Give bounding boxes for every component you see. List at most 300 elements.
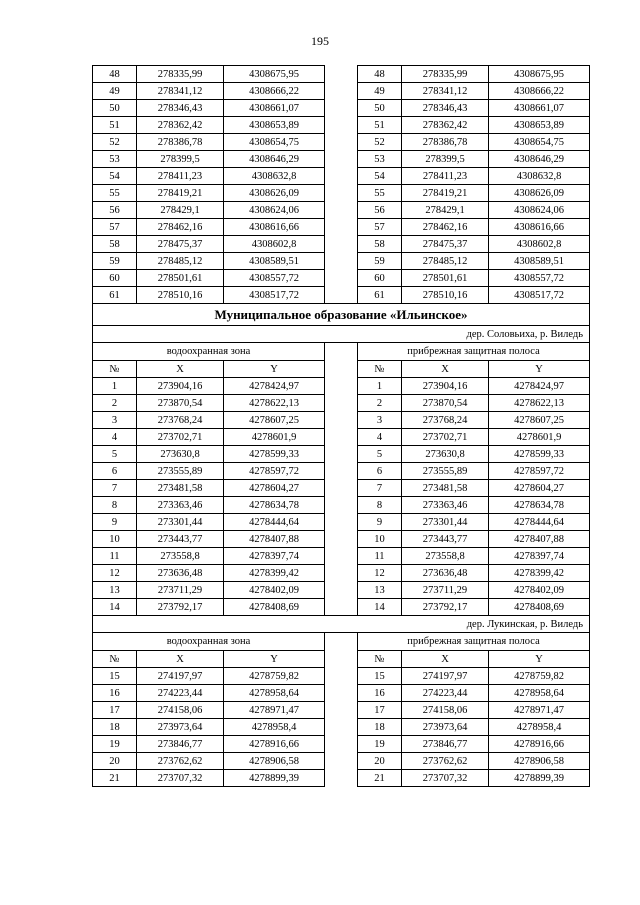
zone-header-row (93, 343, 590, 361)
coastal-strip-x-coordinate: 273443,77 (402, 531, 489, 548)
coordinates-table (92, 65, 590, 787)
column-gap (325, 395, 358, 412)
coastal-strip-y-coordinate: 4308557,72 (489, 270, 590, 287)
table-row (93, 66, 590, 83)
water-zone-y-coordinate: 4278597,72 (224, 463, 325, 480)
table-row (93, 702, 590, 719)
water-zone-point-number: 60 (93, 270, 137, 287)
water-zone-x-coordinate: 273846,77 (137, 736, 224, 753)
water-zone-point-number: 10 (93, 531, 137, 548)
coastal-strip-point-number: 13 (358, 582, 402, 599)
table-row (93, 599, 590, 616)
column-gap (325, 770, 358, 787)
table-row (93, 185, 590, 202)
water-zone-point-number: 54 (93, 168, 137, 185)
coastal-strip-y-coordinate: 4308654,75 (489, 134, 590, 151)
water-zone-x-coordinate: 273707,32 (137, 770, 224, 787)
water-zone-point-number: 8 (93, 497, 137, 514)
coastal-strip-y-coordinate: 4308624,06 (489, 202, 590, 219)
column-gap (325, 599, 358, 616)
coastal-strip-y-coordinate: 4278759,82 (489, 668, 590, 685)
section-title-row (93, 304, 590, 326)
column-gap (325, 253, 358, 270)
water-zone-point-number: 20 (93, 753, 137, 770)
water-zone-y-coordinate: 4278599,33 (224, 446, 325, 463)
water-zone-point-number: 50 (93, 100, 137, 117)
water-zone-x-coordinate: 273702,71 (137, 429, 224, 446)
water-zone-x-coordinate: 273481,58 (137, 480, 224, 497)
coastal-strip-point-number: 51 (358, 117, 402, 134)
column-gap (325, 753, 358, 770)
column-gap (325, 185, 358, 202)
column-gap (325, 270, 358, 287)
number-header: № (358, 361, 402, 378)
table-row (93, 446, 590, 463)
water-protection-zone-label: водоохранная зона (93, 343, 325, 361)
coastal-strip-y-coordinate: 4278444,64 (489, 514, 590, 531)
column-gap (325, 480, 358, 497)
table-row (93, 514, 590, 531)
water-zone-x-coordinate: 273792,17 (137, 599, 224, 616)
water-zone-x-coordinate: 278429,1 (137, 202, 224, 219)
coastal-strip-point-number: 12 (358, 565, 402, 582)
coastal-strip-x-coordinate: 273702,71 (402, 429, 489, 446)
water-zone-y-coordinate: 4278971,47 (224, 702, 325, 719)
coastal-strip-point-number: 5 (358, 446, 402, 463)
table-row (93, 736, 590, 753)
column-header-row (93, 361, 590, 378)
table-row (93, 202, 590, 219)
coastal-strip-point-number: 50 (358, 100, 402, 117)
coastal-strip-y-coordinate: 4308616,66 (489, 219, 590, 236)
coastal-strip-x-coordinate: 273630,8 (402, 446, 489, 463)
column-gap (325, 633, 358, 651)
water-zone-y-coordinate: 4278607,25 (224, 412, 325, 429)
water-zone-y-coordinate: 4278906,58 (224, 753, 325, 770)
table-row (93, 100, 590, 117)
coastal-strip-point-number: 18 (358, 719, 402, 736)
table-row (93, 168, 590, 185)
water-zone-point-number: 15 (93, 668, 137, 685)
coastal-strip-y-coordinate: 4278634,78 (489, 497, 590, 514)
column-gap (325, 548, 358, 565)
table-row (93, 412, 590, 429)
water-zone-x-coordinate: 273973,64 (137, 719, 224, 736)
water-zone-x-coordinate: 278485,12 (137, 253, 224, 270)
water-zone-x-coordinate: 274197,97 (137, 668, 224, 685)
coastal-strip-y-coordinate: 4278407,88 (489, 531, 590, 548)
y-header: Y (224, 651, 325, 668)
column-gap (325, 378, 358, 395)
water-zone-point-number: 61 (93, 287, 137, 304)
coastal-strip-x-coordinate: 278501,61 (402, 270, 489, 287)
coastal-strip-point-number: 52 (358, 134, 402, 151)
water-zone-x-coordinate: 278335,99 (137, 66, 224, 83)
coastal-strip-y-coordinate: 4278916,66 (489, 736, 590, 753)
water-zone-x-coordinate: 274223,44 (137, 685, 224, 702)
column-gap (325, 287, 358, 304)
settlement-title: дер. Лукинская, р. Виледь (93, 616, 590, 633)
water-zone-x-coordinate: 278346,43 (137, 100, 224, 117)
coastal-strip-x-coordinate: 273301,44 (402, 514, 489, 531)
coastal-strip-y-coordinate: 4278604,27 (489, 480, 590, 497)
water-zone-y-coordinate: 4308626,09 (224, 185, 325, 202)
coastal-strip-point-number: 11 (358, 548, 402, 565)
coastal-strip-y-coordinate: 4278601,9 (489, 429, 590, 446)
coastal-strip-point-number: 56 (358, 202, 402, 219)
coastal-strip-y-coordinate: 4308666,22 (489, 83, 590, 100)
column-gap (325, 668, 358, 685)
column-gap (325, 565, 358, 582)
coastal-strip-point-number: 57 (358, 219, 402, 236)
table-row (93, 770, 590, 787)
coastal-strip-x-coordinate: 274223,44 (402, 685, 489, 702)
water-zone-y-coordinate: 4308602,8 (224, 236, 325, 253)
table-row (93, 497, 590, 514)
coastal-strip-x-coordinate: 278419,21 (402, 185, 489, 202)
water-zone-x-coordinate: 273904,16 (137, 378, 224, 395)
coastal-strip-x-coordinate: 273558,8 (402, 548, 489, 565)
page-number: 195 (311, 34, 329, 48)
coastal-strip-y-coordinate: 4278958,4 (489, 719, 590, 736)
column-gap (325, 446, 358, 463)
number-header: № (93, 651, 137, 668)
coastal-strip-point-number: 61 (358, 287, 402, 304)
table-row (93, 565, 590, 582)
coastal-strip-x-coordinate: 273711,29 (402, 582, 489, 599)
water-zone-x-coordinate: 278462,16 (137, 219, 224, 236)
water-zone-y-coordinate: 4278958,4 (224, 719, 325, 736)
column-gap (325, 531, 358, 548)
water-zone-x-coordinate: 278501,61 (137, 270, 224, 287)
coastal-strip-x-coordinate: 278362,42 (402, 117, 489, 134)
coastal-strip-point-number: 48 (358, 66, 402, 83)
water-zone-x-coordinate: 278510,16 (137, 287, 224, 304)
settlement-title: дер. Соловьиха, р. Виледь (93, 326, 590, 343)
water-zone-y-coordinate: 4278759,82 (224, 668, 325, 685)
water-protection-zone-label: водоохранная зона (93, 633, 325, 651)
column-gap (325, 702, 358, 719)
water-zone-x-coordinate: 273636,48 (137, 565, 224, 582)
water-zone-point-number: 21 (93, 770, 137, 787)
settlement-row (93, 616, 590, 633)
coastal-strip-point-number: 6 (358, 463, 402, 480)
coastal-strip-y-coordinate: 4278958,64 (489, 685, 590, 702)
water-zone-point-number: 18 (93, 719, 137, 736)
coastal-strip-x-coordinate: 273768,24 (402, 412, 489, 429)
coastal-strip-point-number: 3 (358, 412, 402, 429)
water-zone-y-coordinate: 4308616,66 (224, 219, 325, 236)
water-zone-y-coordinate: 4278408,69 (224, 599, 325, 616)
column-gap (325, 651, 358, 668)
coastal-strip-point-number: 7 (358, 480, 402, 497)
coastal-strip-y-coordinate: 4308626,09 (489, 185, 590, 202)
number-header: № (93, 361, 137, 378)
water-zone-y-coordinate: 4278402,09 (224, 582, 325, 599)
coastal-strip-y-coordinate: 4308602,8 (489, 236, 590, 253)
water-zone-y-coordinate: 4278634,78 (224, 497, 325, 514)
water-zone-y-coordinate: 4308675,95 (224, 66, 325, 83)
y-header: Y (489, 651, 590, 668)
coastal-strip-point-number: 19 (358, 736, 402, 753)
water-zone-y-coordinate: 4278444,64 (224, 514, 325, 531)
column-gap (325, 429, 358, 446)
column-gap (325, 685, 358, 702)
coastal-strip-x-coordinate: 273555,89 (402, 463, 489, 480)
column-gap (325, 100, 358, 117)
coastal-strip-y-coordinate: 4308589,51 (489, 253, 590, 270)
x-header: X (402, 651, 489, 668)
table-row (93, 463, 590, 480)
coastal-strip-point-number: 54 (358, 168, 402, 185)
water-zone-point-number: 12 (93, 565, 137, 582)
coastal-strip-y-coordinate: 4278622,13 (489, 395, 590, 412)
water-zone-point-number: 48 (93, 66, 137, 83)
coastal-strip-y-coordinate: 4278899,39 (489, 770, 590, 787)
coastal-strip-point-number: 55 (358, 185, 402, 202)
coastal-strip-x-coordinate: 278429,1 (402, 202, 489, 219)
coastal-strip-x-coordinate: 273904,16 (402, 378, 489, 395)
coastal-strip-x-coordinate: 278386,78 (402, 134, 489, 151)
table-row (93, 395, 590, 412)
table-row (93, 83, 590, 100)
water-zone-y-coordinate: 4278916,66 (224, 736, 325, 753)
coastal-strip-point-number: 17 (358, 702, 402, 719)
table-row (93, 719, 590, 736)
table-row (93, 287, 590, 304)
water-zone-x-coordinate: 273762,62 (137, 753, 224, 770)
coastal-strip-x-coordinate: 278335,99 (402, 66, 489, 83)
column-gap (325, 134, 358, 151)
water-zone-y-coordinate: 4278622,13 (224, 395, 325, 412)
coastal-strip-y-coordinate: 4278397,74 (489, 548, 590, 565)
coastal-strip-point-number: 8 (358, 497, 402, 514)
coastal-strip-y-coordinate: 4308632,8 (489, 168, 590, 185)
column-gap (325, 168, 358, 185)
column-gap (325, 202, 358, 219)
table-row (93, 219, 590, 236)
water-zone-y-coordinate: 4278397,74 (224, 548, 325, 565)
coastal-strip-point-number: 59 (358, 253, 402, 270)
water-zone-point-number: 52 (93, 134, 137, 151)
coastal-strip-y-coordinate: 4278607,25 (489, 412, 590, 429)
water-zone-y-coordinate: 4278899,39 (224, 770, 325, 787)
water-zone-point-number: 56 (93, 202, 137, 219)
coastal-strip-point-number: 14 (358, 599, 402, 616)
coastal-strip-y-coordinate: 4278399,42 (489, 565, 590, 582)
coastal-strip-point-number: 15 (358, 668, 402, 685)
coastal-strip-point-number: 9 (358, 514, 402, 531)
water-zone-x-coordinate: 273768,24 (137, 412, 224, 429)
water-zone-point-number: 58 (93, 236, 137, 253)
water-zone-point-number: 9 (93, 514, 137, 531)
table-row (93, 429, 590, 446)
column-gap (325, 497, 358, 514)
table-row (93, 685, 590, 702)
water-zone-x-coordinate: 273555,89 (137, 463, 224, 480)
coastal-strip-y-coordinate: 4278599,33 (489, 446, 590, 463)
column-gap (325, 83, 358, 100)
coastal-strip-y-coordinate: 4308517,72 (489, 287, 590, 304)
water-zone-x-coordinate: 278411,23 (137, 168, 224, 185)
table-row (93, 753, 590, 770)
y-header: Y (489, 361, 590, 378)
coastal-strip-point-number: 4 (358, 429, 402, 446)
coastal-strip-x-coordinate: 273363,46 (402, 497, 489, 514)
water-zone-x-coordinate: 278419,21 (137, 185, 224, 202)
coastal-strip-point-number: 49 (358, 83, 402, 100)
water-zone-y-coordinate: 4278601,9 (224, 429, 325, 446)
water-zone-x-coordinate: 273443,77 (137, 531, 224, 548)
table-row (93, 134, 590, 151)
coastal-strip-x-coordinate: 274197,97 (402, 668, 489, 685)
water-zone-x-coordinate: 278362,42 (137, 117, 224, 134)
water-zone-y-coordinate: 4308661,07 (224, 100, 325, 117)
coastal-strip-x-coordinate: 274158,06 (402, 702, 489, 719)
x-header: X (137, 651, 224, 668)
water-zone-y-coordinate: 4308654,75 (224, 134, 325, 151)
water-zone-x-coordinate: 274158,06 (137, 702, 224, 719)
coastal-strip-x-coordinate: 278399,5 (402, 151, 489, 168)
coastal-protection-strip-label: прибрежная защитная полоса (358, 633, 590, 651)
column-gap (325, 736, 358, 753)
water-zone-point-number: 1 (93, 378, 137, 395)
column-gap (325, 236, 358, 253)
y-header: Y (224, 361, 325, 378)
coastal-strip-x-coordinate: 273870,54 (402, 395, 489, 412)
coastal-strip-x-coordinate: 273762,62 (402, 753, 489, 770)
water-zone-point-number: 16 (93, 685, 137, 702)
water-zone-point-number: 19 (93, 736, 137, 753)
column-gap (325, 361, 358, 378)
water-zone-y-coordinate: 4308589,51 (224, 253, 325, 270)
water-zone-point-number: 2 (93, 395, 137, 412)
table-row (93, 480, 590, 497)
water-zone-x-coordinate: 278475,37 (137, 236, 224, 253)
coastal-strip-point-number: 53 (358, 151, 402, 168)
coastal-strip-x-coordinate: 273636,48 (402, 565, 489, 582)
water-zone-y-coordinate: 4278399,42 (224, 565, 325, 582)
coastal-strip-x-coordinate: 278475,37 (402, 236, 489, 253)
coastal-strip-point-number: 60 (358, 270, 402, 287)
coastal-strip-point-number: 20 (358, 753, 402, 770)
water-zone-x-coordinate: 273558,8 (137, 548, 224, 565)
water-zone-y-coordinate: 4308653,89 (224, 117, 325, 134)
water-zone-y-coordinate: 4308666,22 (224, 83, 325, 100)
x-header: X (137, 361, 224, 378)
water-zone-y-coordinate: 4278424,97 (224, 378, 325, 395)
column-gap (325, 719, 358, 736)
water-zone-y-coordinate: 4278958,64 (224, 685, 325, 702)
coastal-strip-x-coordinate: 278346,43 (402, 100, 489, 117)
water-zone-point-number: 11 (93, 548, 137, 565)
water-zone-point-number: 51 (93, 117, 137, 134)
settlement-row (93, 326, 590, 343)
coastal-strip-y-coordinate: 4308661,07 (489, 100, 590, 117)
water-zone-x-coordinate: 278386,78 (137, 134, 224, 151)
coastal-strip-point-number: 58 (358, 236, 402, 253)
water-zone-point-number: 17 (93, 702, 137, 719)
table-row (93, 236, 590, 253)
water-zone-y-coordinate: 4308517,72 (224, 287, 325, 304)
water-zone-x-coordinate: 278341,12 (137, 83, 224, 100)
coastal-strip-x-coordinate: 273846,77 (402, 736, 489, 753)
coastal-strip-point-number: 1 (358, 378, 402, 395)
water-zone-x-coordinate: 273301,44 (137, 514, 224, 531)
coastal-strip-x-coordinate: 273792,17 (402, 599, 489, 616)
coastal-strip-point-number: 2 (358, 395, 402, 412)
coastal-strip-y-coordinate: 4308653,89 (489, 117, 590, 134)
water-zone-point-number: 4 (93, 429, 137, 446)
water-zone-point-number: 57 (93, 219, 137, 236)
coastal-strip-point-number: 21 (358, 770, 402, 787)
coastal-strip-y-coordinate: 4278402,09 (489, 582, 590, 599)
table-row (93, 582, 590, 599)
water-zone-point-number: 6 (93, 463, 137, 480)
table-row (93, 270, 590, 287)
water-zone-point-number: 3 (93, 412, 137, 429)
water-zone-x-coordinate: 273870,54 (137, 395, 224, 412)
coastal-strip-y-coordinate: 4278424,97 (489, 378, 590, 395)
column-header-row (93, 651, 590, 668)
table-row (93, 253, 590, 270)
municipality-title: Муниципальное образование «Ильинское» (93, 304, 590, 326)
column-gap (325, 412, 358, 429)
number-header: № (358, 651, 402, 668)
zone-header-row (93, 633, 590, 651)
coastal-strip-x-coordinate: 273481,58 (402, 480, 489, 497)
x-header: X (402, 361, 489, 378)
water-zone-point-number: 59 (93, 253, 137, 270)
column-gap (325, 343, 358, 361)
water-zone-x-coordinate: 273711,29 (137, 582, 224, 599)
water-zone-point-number: 7 (93, 480, 137, 497)
water-zone-y-coordinate: 4308624,06 (224, 202, 325, 219)
column-gap (325, 117, 358, 134)
coastal-strip-x-coordinate: 278341,12 (402, 83, 489, 100)
column-gap (325, 514, 358, 531)
coastal-strip-x-coordinate: 278411,23 (402, 168, 489, 185)
column-gap (325, 151, 358, 168)
column-gap (325, 463, 358, 480)
table-row (93, 117, 590, 134)
coastal-strip-x-coordinate: 273707,32 (402, 770, 489, 787)
water-zone-y-coordinate: 4278407,88 (224, 531, 325, 548)
water-zone-y-coordinate: 4308632,8 (224, 168, 325, 185)
coastal-strip-point-number: 16 (358, 685, 402, 702)
coastal-strip-x-coordinate: 278510,16 (402, 287, 489, 304)
coastal-strip-x-coordinate: 278485,12 (402, 253, 489, 270)
table-row (93, 151, 590, 168)
coastal-strip-y-coordinate: 4278408,69 (489, 599, 590, 616)
table-row (93, 668, 590, 685)
coastal-strip-x-coordinate: 278462,16 (402, 219, 489, 236)
table-row (93, 378, 590, 395)
water-zone-point-number: 5 (93, 446, 137, 463)
water-zone-x-coordinate: 273630,8 (137, 446, 224, 463)
column-gap (325, 219, 358, 236)
water-zone-point-number: 13 (93, 582, 137, 599)
water-zone-y-coordinate: 4278604,27 (224, 480, 325, 497)
coastal-strip-y-coordinate: 4278971,47 (489, 702, 590, 719)
column-gap (325, 582, 358, 599)
coastal-strip-point-number: 10 (358, 531, 402, 548)
table-row (93, 548, 590, 565)
table-row (93, 531, 590, 548)
coastal-strip-x-coordinate: 273973,64 (402, 719, 489, 736)
coastal-strip-y-coordinate: 4308646,29 (489, 151, 590, 168)
water-zone-y-coordinate: 4308557,72 (224, 270, 325, 287)
